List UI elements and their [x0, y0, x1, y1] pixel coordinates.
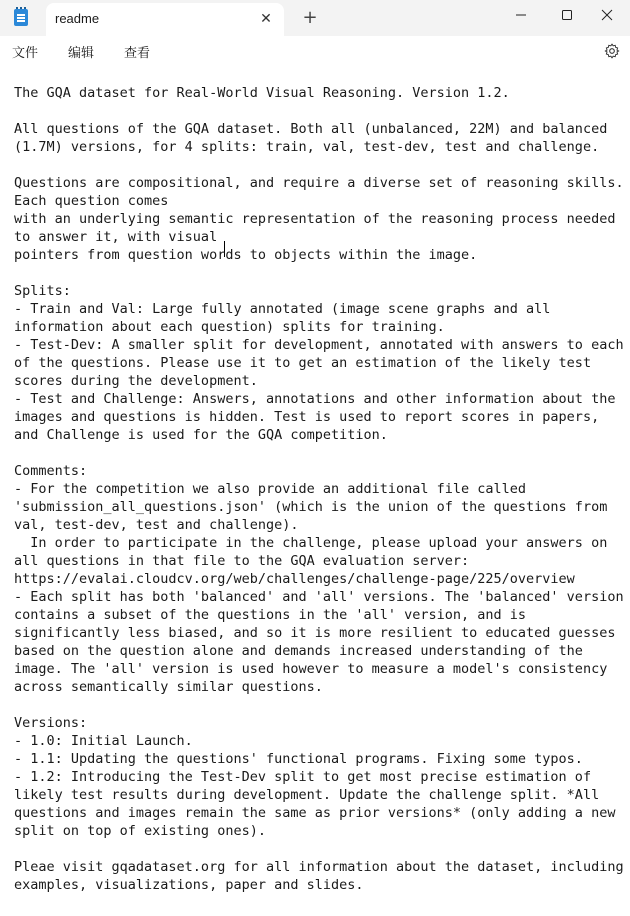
- text-line: across semantically similar questions.: [14, 679, 323, 695]
- text-line: pointers from question words to objects within the image.: [14, 247, 478, 263]
- text-line: - 1.0: Initial Launch.: [14, 733, 193, 749]
- text-line: https://evalai.cloudcv.org/web/challenges/challenge-page/225/overview: [14, 571, 575, 587]
- text-line: - Each split has both 'balanced' and 'all' versions. The 'balanced' version: [14, 589, 624, 605]
- minimize-icon: [515, 9, 527, 21]
- text-line: All questions of the GQA dataset. Both all (unbalanced, 22M) and balanced: [14, 121, 608, 137]
- text-line: scores during the development.: [14, 373, 258, 389]
- text-line: likely test results during development. Update the challenge split. *All: [14, 787, 600, 803]
- text-line: of the questions. Please use it to get an estimation of the likely test: [14, 355, 592, 371]
- text-line: Questions are compositional, and require a diverse set of reasoning skills.: [14, 175, 624, 191]
- menu-view[interactable]: 查看: [124, 46, 151, 61]
- text-line: contains a subset of the questions in the 'all' version, and is: [14, 607, 527, 623]
- menu-bar: [0, 36, 630, 66]
- settings-button[interactable]: [603, 42, 621, 60]
- text-line: all questions in that file to the GQA evaluation server:: [14, 553, 470, 569]
- text-line: significantly less biased, and so it is more resilient to educated guesses: [14, 625, 616, 641]
- text-line: - Test-Dev: A smaller split for development, annotated with answers to each: [14, 337, 624, 353]
- text-line: - Train and Val: Large fully annotated (image scene graphs and all: [14, 301, 551, 317]
- text-line: examples, visualizations, paper and slides.: [14, 877, 364, 893]
- menu-file[interactable]: 文件: [12, 46, 39, 61]
- text-line: The GQA dataset for Real-World Visual Reasoning. Version 1.2.: [14, 85, 510, 101]
- close-icon: [601, 9, 613, 21]
- gear-icon: [604, 43, 620, 59]
- text-line: Splits:: [14, 283, 71, 299]
- close-tab-button[interactable]: ✕: [260, 11, 272, 27]
- text-line: questions and images remain the same as prior versions* (only adding a new: [14, 805, 616, 821]
- text-line: - Test and Challenge: Answers, annotations and other information about the: [14, 391, 616, 407]
- tab-title: readme: [55, 11, 100, 26]
- menu-edit[interactable]: 编辑: [68, 46, 95, 61]
- minimize-button[interactable]: [498, 0, 544, 30]
- title-bar: [0, 0, 630, 36]
- close-window-button[interactable]: [584, 0, 630, 30]
- text-line: image. The 'all' version is used however to measure a model's consistency: [14, 661, 608, 677]
- text-line: Each question comes: [14, 193, 169, 209]
- new-tab-button[interactable]: +: [302, 7, 318, 28]
- notepad-icon: [14, 9, 28, 26]
- text-line: images and questions is hidden. Test is used to report scores in papers,: [14, 409, 600, 425]
- text-line: - 1.2: Introducing the Test-Dev split to get most precise estimation of: [14, 769, 592, 785]
- tab-readme[interactable]: [46, 3, 284, 36]
- text-line: (1.7M) versions, for 4 splits: train, val, test-dev, test and challenge.: [14, 139, 600, 155]
- text-editor[interactable]: [0, 66, 630, 916]
- text-line: Versions:: [14, 715, 88, 731]
- text-line: and Challenge is used for the GQA competition.: [14, 427, 388, 443]
- text-line: split on top of existing ones).: [14, 823, 266, 839]
- text-line: - For the competition we also provide an additional file called: [14, 481, 527, 497]
- text-line: val, test-dev, test and challenge).: [14, 517, 299, 533]
- text-line: Pleae visit gqadataset.org for all information about the dataset, including: [14, 859, 624, 875]
- text-line: 'submission_all_questions.json' (which is the union of the questions from: [14, 499, 608, 515]
- text-line: - 1.1: Updating the questions' functional programs. Fixing some typos.: [14, 751, 583, 767]
- text-line: information about each question) splits for training.: [14, 319, 445, 335]
- maximize-icon: [561, 9, 573, 21]
- text-line: to answer it, with visual: [14, 229, 218, 245]
- text-line: with an underlying semantic representation of the reasoning process needed: [14, 211, 616, 227]
- text-line: based on the question alone and demands increased understanding of the: [14, 643, 583, 659]
- text-line: In order to participate in the challenge, please upload your answers on: [14, 535, 608, 551]
- text-line: Comments:: [14, 463, 88, 479]
